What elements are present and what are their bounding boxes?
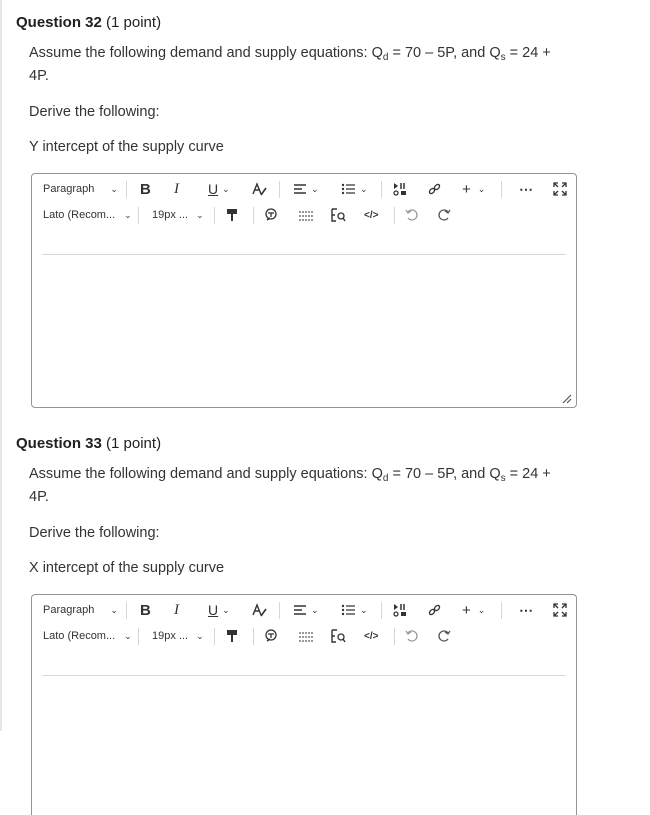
prompt-text: Assume the following demand and supply equations: Q [29, 45, 383, 61]
insert-link-button[interactable] [427, 597, 442, 623]
question-number: Question 32 [16, 14, 102, 31]
expand-icon [553, 182, 567, 196]
source-code-button[interactable] [364, 623, 378, 649]
find-replace-button[interactable] [331, 623, 346, 649]
font-size-label: 19px ... [152, 630, 189, 642]
toolbar-divider [279, 602, 280, 619]
accessibility-icon [264, 629, 278, 643]
insert-media-button[interactable] [393, 597, 408, 623]
equation-icon [298, 208, 314, 222]
find-icon [331, 208, 346, 222]
insert-media-button[interactable] [393, 176, 408, 202]
question-title [16, 14, 161, 31]
media-icon [393, 182, 408, 196]
toolbar-divider [138, 628, 139, 645]
prompt-subscript: d [382, 473, 389, 484]
chevron-down-icon: ⌄ [222, 183, 230, 194]
find-replace-button[interactable] [331, 202, 346, 228]
undo-icon [405, 208, 419, 222]
bold-button[interactable]: B [140, 601, 151, 619]
insert-link-button[interactable] [427, 176, 442, 202]
equation-icon [298, 629, 314, 643]
toolbar-bottom-border [42, 254, 566, 255]
chevron-down-icon: ⌄ [477, 604, 486, 615]
more-actions-button[interactable] [519, 176, 533, 202]
question-prompt [29, 463, 569, 509]
equation-editor-button[interactable] [298, 623, 314, 649]
redo-button[interactable] [437, 202, 451, 228]
paragraph-format-dropdown[interactable] [43, 597, 118, 623]
chevron-down-icon: ⌄ [222, 604, 230, 615]
question-points: (1 point) [106, 14, 162, 31]
align-dropdown[interactable] [293, 176, 319, 202]
question-task: X intercept of the supply curve [29, 560, 225, 576]
font-family-dropdown[interactable] [43, 623, 132, 649]
media-icon [393, 603, 408, 617]
font-family-label: Lato (Recom... [43, 209, 116, 221]
align-dropdown[interactable] [293, 597, 319, 623]
plus-icon: + [462, 601, 471, 619]
find-icon [331, 629, 346, 643]
prompt-text: = 24 + 4P. [29, 466, 551, 505]
question-instruction: Derive the following: [29, 525, 160, 541]
ellipsis-icon: ⋯ [519, 180, 533, 197]
font-family-label: Lato (Recom... [43, 630, 116, 642]
paragraph-format-label: Paragraph [43, 604, 95, 616]
prompt-subscript: s [500, 52, 506, 63]
undo-button[interactable] [405, 202, 419, 228]
bulleted-list-icon [341, 604, 356, 616]
italic-button[interactable]: I [174, 601, 179, 618]
redo-icon [437, 208, 451, 222]
accessibility-checker-button[interactable] [264, 202, 278, 228]
toolbar-divider [253, 207, 254, 224]
prompt-text: = 70 – 5P, and Q [388, 45, 501, 61]
paragraph-format-dropdown[interactable] [43, 176, 118, 202]
toolbar-divider [501, 181, 502, 198]
italic-button[interactable]: I [174, 180, 179, 197]
chevron-down-icon: ⌄ [477, 183, 486, 194]
fullscreen-button[interactable] [553, 597, 567, 623]
prompt-text: Assume the following demand and supply equations: Q [29, 466, 383, 482]
format-painter-icon [226, 208, 238, 222]
toolbar-divider [126, 602, 127, 619]
editor-toolbar-row-2 [32, 202, 576, 228]
chevron-down-icon: ⌄ [196, 630, 204, 641]
underline-button[interactable] [208, 597, 230, 623]
chevron-down-icon: ⌄ [311, 604, 319, 615]
font-size-dropdown[interactable] [152, 623, 204, 649]
toolbar-divider [253, 628, 254, 645]
toolbar-bottom-border [42, 675, 566, 676]
question-title [16, 435, 161, 452]
accessibility-checker-button[interactable] [264, 623, 278, 649]
toolbar-divider [138, 207, 139, 224]
chevron-down-icon: ⌄ [110, 604, 118, 615]
chevron-down-icon: ⌄ [311, 183, 319, 194]
toolbar-divider [214, 628, 215, 645]
expand-icon [553, 603, 567, 617]
underline-label: U [208, 181, 219, 197]
chevron-down-icon: ⌄ [360, 604, 368, 615]
answer-editor[interactable] [31, 594, 577, 815]
format-painter-icon [226, 629, 238, 643]
question-instruction: Derive the following: [29, 104, 160, 120]
question-number: Question 33 [16, 435, 102, 452]
redo-icon [437, 629, 451, 643]
paragraph-format-label: Paragraph [43, 183, 95, 195]
editor-toolbar-row-2 [32, 623, 576, 649]
editor-toolbar-row-1 [32, 176, 576, 202]
left-border [0, 0, 2, 731]
question-points: (1 point) [106, 435, 162, 452]
prompt-subscript: s [500, 473, 506, 484]
undo-button[interactable] [405, 623, 419, 649]
list-dropdown[interactable] [341, 597, 368, 623]
list-dropdown[interactable] [341, 176, 368, 202]
plus-icon: + [462, 180, 471, 198]
align-left-icon [293, 183, 307, 195]
chevron-down-icon: ⌄ [124, 630, 132, 641]
insert-more-dropdown[interactable] [462, 597, 485, 623]
link-icon [427, 603, 442, 617]
redo-button[interactable] [437, 623, 451, 649]
chevron-down-icon: ⌄ [360, 183, 368, 194]
ellipsis-icon: ⋯ [519, 601, 533, 618]
editor-toolbar-row-1 [32, 597, 576, 623]
toolbar-divider [279, 181, 280, 198]
text-color-button[interactable] [251, 176, 267, 202]
format-painter-button[interactable] [226, 623, 238, 649]
undo-icon [405, 629, 419, 643]
equation-editor-button[interactable] [298, 202, 314, 228]
resize-handle-icon[interactable] [560, 392, 572, 404]
underline-button[interactable] [208, 176, 230, 202]
fullscreen-button[interactable] [553, 176, 567, 202]
toolbar-divider [394, 628, 395, 645]
insert-more-dropdown[interactable] [462, 176, 485, 202]
code-icon: </> [364, 630, 379, 642]
more-actions-button[interactable] [519, 597, 533, 623]
font-size-label: 19px ... [152, 209, 189, 221]
question-task: Y intercept of the supply curve [29, 139, 224, 155]
text-color-icon [251, 182, 267, 196]
toolbar-divider [214, 207, 215, 224]
align-left-icon [293, 604, 307, 616]
bulleted-list-icon [341, 183, 356, 195]
question-prompt [29, 42, 569, 88]
font-size-dropdown[interactable] [152, 202, 204, 228]
chevron-down-icon: ⌄ [124, 209, 132, 220]
underline-label: U [208, 602, 219, 618]
source-code-button[interactable] [364, 202, 378, 228]
font-family-dropdown[interactable] [43, 202, 132, 228]
bold-button[interactable]: B [140, 180, 151, 198]
toolbar-divider [394, 207, 395, 224]
text-color-icon [251, 603, 267, 617]
accessibility-icon [264, 208, 278, 222]
toolbar-divider [381, 181, 382, 198]
code-icon: </> [364, 209, 379, 221]
prompt-subscript: d [382, 52, 389, 63]
toolbar-divider [501, 602, 502, 619]
link-icon [427, 182, 442, 196]
text-color-button[interactable] [251, 597, 267, 623]
format-painter-button[interactable] [226, 202, 238, 228]
toolbar-divider [126, 181, 127, 198]
answer-editor[interactable] [31, 173, 577, 408]
prompt-text: = 24 + 4P. [29, 45, 551, 84]
chevron-down-icon: ⌄ [196, 209, 204, 220]
toolbar-divider [381, 602, 382, 619]
chevron-down-icon: ⌄ [110, 183, 118, 194]
prompt-text: = 70 – 5P, and Q [388, 466, 501, 482]
